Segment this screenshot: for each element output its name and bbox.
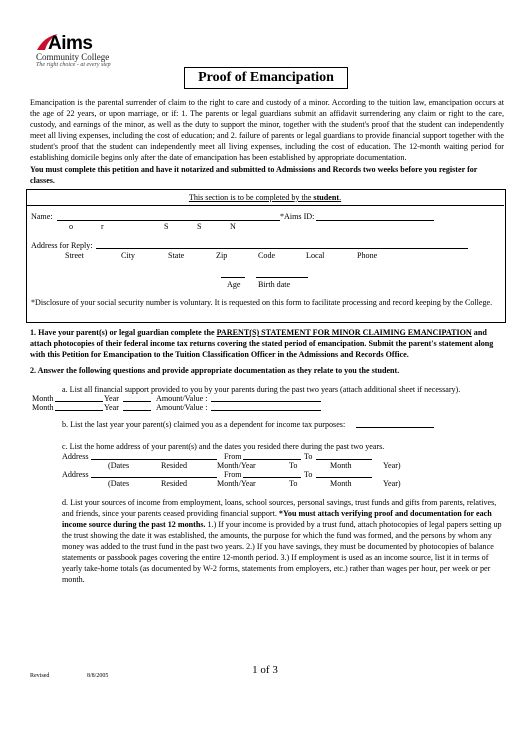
qa-month-field-1[interactable] [55,401,103,402]
qc-to-label-2: To [304,470,313,479]
qc-sub-2-2: Month/Year [217,479,256,488]
qc-sub-1-0: (Dates [108,461,130,470]
revised-date: 8/8/2005 [87,673,109,679]
notice-text: You must complete this petition and have it notarized and submitted to Admissions and Records two weeks before you register for classes. [30,165,478,185]
qb-field[interactable] [356,427,434,428]
name-sub-1: r [101,222,104,231]
section-header-bold: student [313,193,340,202]
question-d [62,497,502,585]
page-number: 1 of 3 [252,664,278,676]
aims-id-label: *Aims ID: [280,212,315,221]
page-title: Proof of Emancipation [184,67,348,89]
student-section-header [26,192,504,203]
name-sub-0: o [69,222,74,231]
qc-sub-1-3: To [289,461,298,470]
section-header-prefix: This section is to be completed by the [188,193,314,202]
name-sub-3: S [197,222,202,231]
qa-year-label-2: Year [104,403,119,412]
qc-sub-1-5: Year) [383,461,401,470]
question-b: b. List the last year your parent(s) claimed you as a dependent for income tax purposes: [62,420,346,429]
qd-bold: *You must attach verifying proof and documentation for each income source during the past 12 months. [62,509,492,529]
qc-sub-2-3: To [289,479,298,488]
qc-sub-2-5: Year) [383,479,401,488]
qc-sub-2-4: Month [330,479,352,488]
intro-paragraph: Emancipation is the parental surrender of claim to the right to care and custody of a minor. According to the tuition law, emancipation occurs at the age of 22 years, or upon marriage, or if: 1. The parents or legal guardians submit an affidavit surrendering any claim or right to the care, custody, and earnings of the minor, as well as the duty to support the minor, together with the student's proof that the student can independently meet all living expenses, including the cost of education; and 2. failure of parents or legal guardians to provide financial support together with the student's proof that the student can independently meet all living expenses, including the cost of education. The 12-month waiting period for establishing domicile begins only after the date of emancipation has been established by appropriate documentation. [30,98,504,162]
qa-month-label-2: Month [32,403,54,412]
item-1 [30,327,504,360]
address-sub-phone: Phone [357,251,378,260]
qa-amount-field-1[interactable] [211,401,321,402]
address-sub-street: Street [65,251,84,260]
birth-date-field[interactable] [256,277,308,278]
qc-from-label-2: From [224,470,242,479]
birth-date-label: Birth date [258,280,291,289]
qa-amount-label-2: Amount/Value : [156,403,208,412]
qc-address-label-1: Address [62,452,89,461]
parents-statement-link: PARENT(S) STATEMENT FOR MINOR CLAIMING EMANCIPATION [216,328,472,337]
qc-sub-1-4: Month [330,461,352,470]
question-a: a. List all financial support provided to you by your parents during the past two years (attach additional sheet if necessary). [62,385,461,394]
item-1-rest: and attach photocopies of their federal income tax returns covering the stated period of emancipation. Submit the parent's statement along with this Petition for Emancipation to the Tuition Classification Officer in the Admissions and Records Office. [30,328,494,359]
item-1-prefix: 1. Have your parent(s) or legal guardian complete the [30,328,217,337]
qa-year-label-1: Year [104,394,119,403]
qa-amount-field-2[interactable] [211,410,321,411]
qc-from-label-1: From [224,452,242,461]
qc-sub-1-2: Month/Year [217,461,256,470]
qa-year-field-1[interactable] [123,401,151,402]
address-sub-code: Code [258,251,276,260]
logo-subtitle: Community College [36,52,110,62]
qc-sub-2-1: Resided [161,479,188,488]
address-label: Address for Reply: [31,241,93,250]
qa-month-field-2[interactable] [55,410,103,411]
qc-to-label-1: To [304,452,313,461]
qa-amount-label-1: Amount/Value : [156,394,208,403]
address-field[interactable] [96,248,468,249]
question-c: c. List the home address of your parent(s) and the dates you resided there during the past two years. [62,442,385,451]
name-label: Name: [31,212,53,221]
qa-month-label-1: Month [32,394,54,403]
qa-year-field-2[interactable] [123,410,151,411]
address-sub-city: City [121,251,135,260]
ssn-disclosure: *Disclosure of your social security number is voluntary. It is requested on this form to facilitate processing and record keeping by the College. [31,298,493,307]
section-header-suffix: . [339,193,342,202]
age-label: Age [227,280,241,289]
revised-label: Revised [30,673,50,679]
qd-part-2: 1.) If your income is provided by a trust fund, attach photocopies of legal papers setting up the trust showing the date it was established, the amounts, the purpose for which the fund was formed, and the persons by whom any money was added to the trust fund in the past two years. 2.) If you have savings, they must be documented by photocopies of balance statements or passbook pages covering the entire 12-month period. 3.) If employment is used as an income source, list it in terms of yearly take-home totals (as documented by W-2 forms, statements from employers, etc.) rather than wages per hour, per week or per month. [62,520,502,584]
qc-sub-1-1: Resided [161,461,188,470]
name-sub-2: S [164,222,169,231]
logo-tagline: The right choice - at every step [36,62,111,68]
qc-sub-2-0: (Dates [108,479,130,488]
qd-part-1: d. List your sources of income from employment, loans, school sources, personal savings, trust funds and gifts from parents, relatives, and friends, since your parents ceased providing financial support. [62,498,497,518]
qc-address-label-2: Address [62,470,89,479]
name-sub-4: N [230,222,236,231]
address-sub-state: State [168,251,185,260]
address-sub-local: Local [306,251,325,260]
aims-id-field[interactable] [316,220,434,221]
age-field[interactable] [221,277,245,278]
address-sub-zip: Zip [216,251,228,260]
logo-name: Aims [48,33,93,54]
item-2: 2. Answer the following questions and provide appropriate documentation as they relate to you the student. [30,366,400,375]
